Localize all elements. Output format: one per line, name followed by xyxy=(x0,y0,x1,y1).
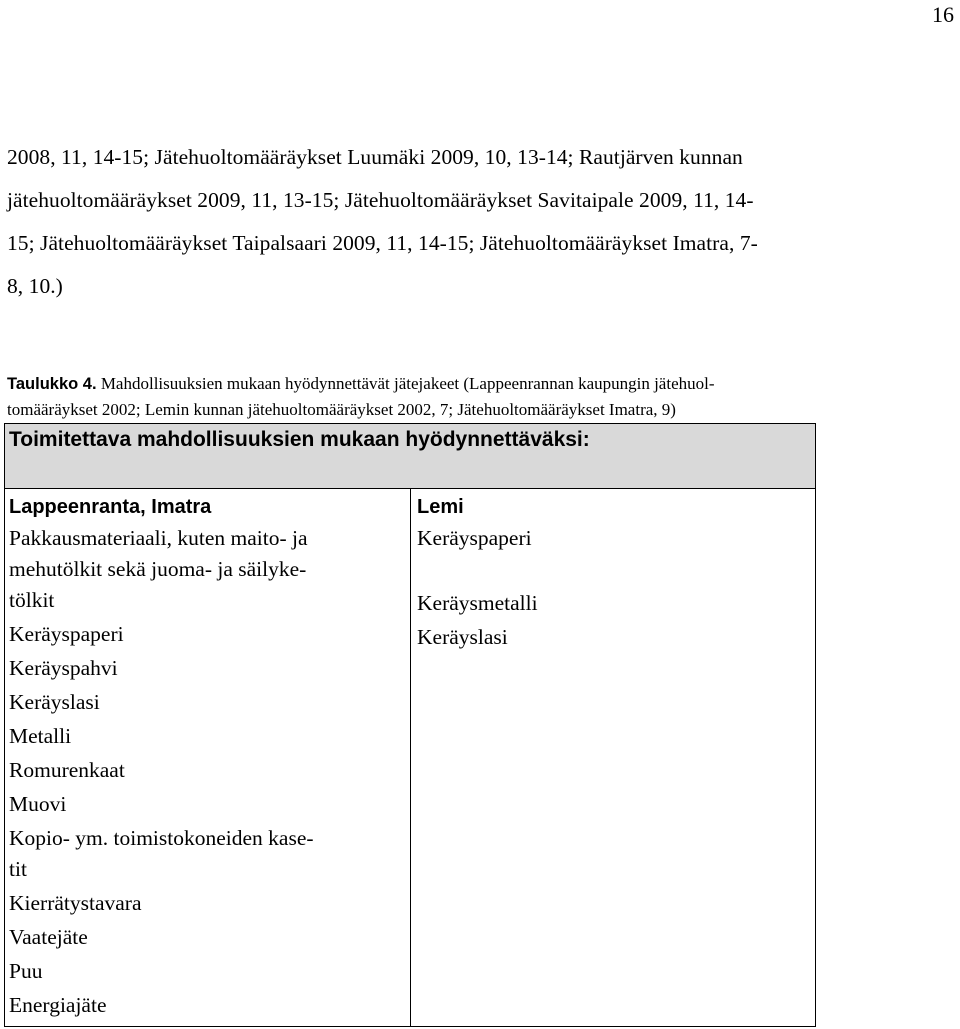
list-item-line: Keräysmetalli xyxy=(417,591,538,615)
list-item-line: tit xyxy=(9,857,27,881)
list-item xyxy=(9,990,404,1021)
column-title: Lappeenranta, Imatra xyxy=(9,496,212,518)
paragraph-line: 8, 10.) xyxy=(7,274,63,298)
list-item xyxy=(9,653,404,684)
waste-fractions-table xyxy=(4,423,816,1027)
reference-paragraph xyxy=(7,136,957,308)
list-item-line: Puu xyxy=(9,959,43,983)
column-divider xyxy=(410,489,411,1026)
paragraph-line: jätehuoltomääräykset 2009, 11, 13-15; Jätehuoltomääräykset Savitaipale 2009, 11, 14- xyxy=(7,188,754,212)
list-item-line: Keräyspahvi xyxy=(9,656,118,680)
column-title: Lemi xyxy=(417,496,464,518)
page-number: 16 xyxy=(932,2,954,27)
list-item-line: Metalli xyxy=(9,724,72,748)
list-item-line: Keräyspaperi xyxy=(9,622,124,646)
list-item xyxy=(9,888,404,919)
list-item-line: Kopio- ym. toimistokoneiden kase- xyxy=(9,826,314,850)
list-item xyxy=(9,789,404,820)
column-lemi xyxy=(417,489,807,656)
list-item-line: tölkit xyxy=(9,588,55,612)
list-item xyxy=(9,823,404,885)
list-item xyxy=(9,619,404,650)
table-caption xyxy=(7,371,960,422)
list-item-line: Muovi xyxy=(9,792,67,816)
caption-line xyxy=(7,371,960,397)
list-item xyxy=(9,687,404,718)
list-item-line: mehutölkit sekä juoma- ja säilyke- xyxy=(9,557,307,581)
list-item xyxy=(9,922,404,953)
list-item xyxy=(9,956,404,987)
caption-label: Taulukko 4. xyxy=(7,375,97,393)
list-item-line: Energiajäte xyxy=(9,993,107,1017)
table-header: Toimitettava mahdollisuuksien mukaan hyödynnettäväksi: xyxy=(5,424,815,489)
column-lappeenranta-imatra xyxy=(9,489,404,1024)
list-item-line: Kierrätystavara xyxy=(9,891,142,915)
caption-text: Mahdollisuuksien mukaan hyödynnettävät jätejakeet (Lappeenrannan kaupungin jätehuol- xyxy=(100,374,715,393)
list-item xyxy=(9,755,404,786)
list-item-line: Vaatejäte xyxy=(9,925,88,949)
list-item xyxy=(417,588,807,619)
list-item xyxy=(417,523,807,585)
list-item-line xyxy=(417,554,807,585)
paragraph-line: 15; Jätehuoltomääräykset Taipalsaari 2009, 11, 14-15; Jätehuoltomääräykset Imatra, 7- xyxy=(7,231,758,255)
list-item xyxy=(9,523,404,616)
list-item-line: Romurenkaat xyxy=(9,758,125,782)
list-item-line: Keräyspaperi xyxy=(417,526,532,550)
list-item-line: Keräyslasi xyxy=(417,625,508,649)
paragraph-line: 2008, 11, 14-15; Jätehuoltomääräykset Luumäki 2009, 10, 13-14; Rautjärven kunnan xyxy=(7,145,743,169)
table-body xyxy=(5,489,815,1026)
caption-line: tomääräykset 2002; Lemin kunnan jätehuoltomääräykset 2002, 7; Jätehuoltomääräykset Imatra, 9) xyxy=(7,400,676,419)
list-item xyxy=(417,622,807,653)
list-item xyxy=(9,721,404,752)
list-item-line: Keräyslasi xyxy=(9,690,100,714)
list-item-line: Pakkausmateriaali, kuten maito- ja xyxy=(9,526,308,550)
